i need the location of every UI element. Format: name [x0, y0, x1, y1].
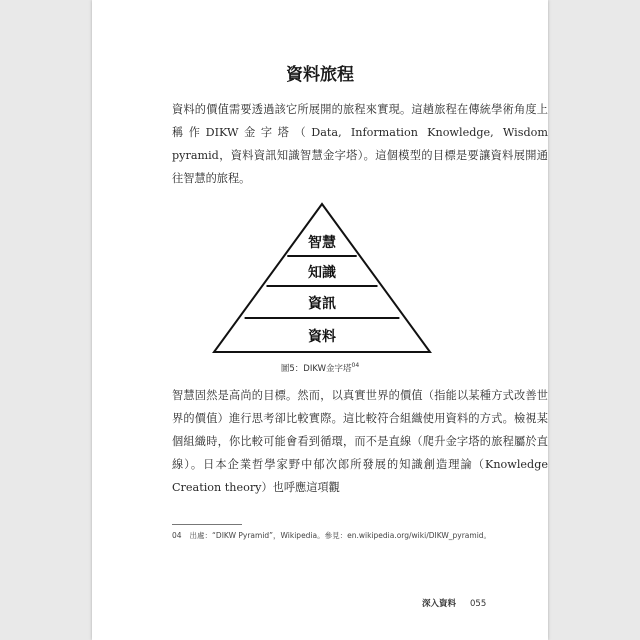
page-footer	[422, 597, 486, 609]
section-label: 深入資料	[422, 599, 457, 609]
page-number: 055	[470, 599, 487, 609]
dikw-pyramid-figure	[92, 200, 548, 360]
footnote	[172, 530, 542, 541]
dikw-pyramid	[92, 200, 548, 360]
paragraph-intro: 資料的價值需要透過該它所展開的旅程來實現。這趟旅程在傳統學術角度上稱作DIKW金字塔（Data, Information Knowledge, Wisdom pyramid，資料資訊知識智慧金字塔）。這個模型的目標是要讓資料展開通往智慧的旅程。	[172, 103, 548, 185]
level-knowledge-label: 知識	[308, 265, 336, 281]
footnote-rule	[172, 524, 242, 525]
footnote-number: 04	[172, 531, 182, 540]
caption-text: 圖5：DIKW金字塔	[280, 364, 352, 374]
level-data-label: 資料	[308, 329, 336, 345]
level-wisdom-label: 智慧	[308, 235, 336, 251]
figure-caption	[92, 362, 548, 374]
book-page	[92, 0, 548, 640]
footnote-text: 出處：“DIKW Pyramid”，Wikipedia。參見：en.wikipedia.org/wiki/DIKW_pyramid。	[189, 531, 492, 540]
level-information-label: 資訊	[308, 296, 336, 312]
paragraph-wisdom: 智慧固然是高尚的目標。然而，以真實世界的價值（指能以某種方式改善世界的價值）進行思考卻比較實際。這比較符合組織使用資料的方式。檢視某個組織時，你比較可能會看到循環，而不是直線（爬升金字塔的旅程屬於直線）。日本企業哲學家野中郁次郎所發展的知識創造理論（Knowledge Creation theory）也呼應這項觀	[172, 389, 548, 494]
page-title: 資料旅程	[286, 65, 354, 85]
caption-footnote-ref: 04	[351, 362, 360, 370]
